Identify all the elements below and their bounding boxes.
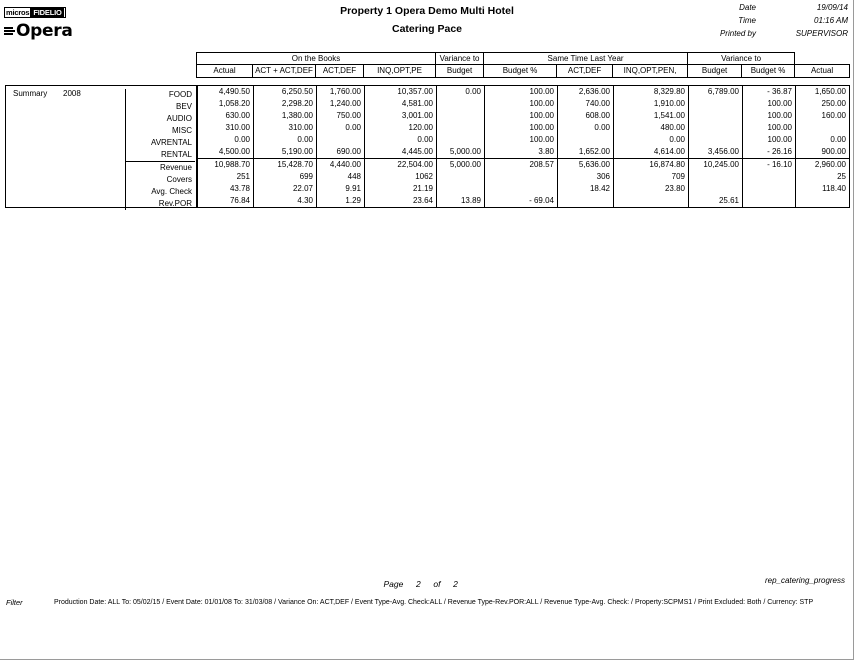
row-label: RENTAL <box>161 150 192 159</box>
property-title: Property 1 Opera Demo Multi Hotel <box>340 5 514 17</box>
meta-row-date <box>698 1 848 14</box>
table-cell: 208.57 <box>485 159 558 172</box>
table-cell <box>689 122 743 134</box>
group-header-on-the-books: On the Books <box>197 53 436 65</box>
table-cell <box>558 134 614 146</box>
table-cell: 0.00 <box>198 134 254 146</box>
table-cell: 100.00 <box>743 122 796 134</box>
meta-value-date: 19/09/14 <box>816 3 848 12</box>
table-cell: 310.00 <box>254 122 317 134</box>
row-label: BEV <box>175 102 192 111</box>
table-cell: 100.00 <box>485 110 558 122</box>
table-cell: 690.00 <box>317 146 365 159</box>
table-cell: 2,960.00 <box>796 159 850 172</box>
table-cell: 3,456.00 <box>689 146 743 159</box>
meta-label-date: Date <box>739 3 756 12</box>
row-label: Avg. Check <box>151 187 192 196</box>
table-cell: 608.00 <box>558 110 614 122</box>
meta-row-time <box>698 14 848 27</box>
report-meta <box>698 1 848 40</box>
table-cell: 1062 <box>365 171 437 183</box>
column-header-actdef-otb: ACT,DEF <box>316 65 364 78</box>
column-header-budget-pct-2: Budget % <box>742 65 795 78</box>
filter-criteria-text: Production Date: ALL To: 05/02/15 / Event Date: 01/01/08 To: 31/03/08 / Variance On: ACT,DEF / Event Type-Avg. Check:ALL / Revenue Type-Rev.POR:ALL / Revenue Type-Avg. Check: / Property:SCPMS1 / Print Excluded: Both / Currency: STP <box>54 599 814 606</box>
table-cell: 1,910.00 <box>614 98 689 110</box>
table-cell: 10,357.00 <box>365 86 437 98</box>
column-header-row <box>6 65 850 78</box>
table-cell: 100.00 <box>485 98 558 110</box>
table-cell <box>437 134 485 146</box>
page-number: 2 <box>416 579 421 589</box>
table-cell <box>437 110 485 122</box>
table-cell: - 26.16 <box>743 146 796 159</box>
table-cell: 5,636.00 <box>558 159 614 172</box>
table-cell <box>689 171 743 183</box>
table-cell: 100.00 <box>485 134 558 146</box>
row-label: AUDIO <box>166 114 192 123</box>
table-cell: 1,058.20 <box>198 98 254 110</box>
report-id: rep_catering_progress <box>764 576 845 585</box>
table-cell: 448 <box>317 171 365 183</box>
table-cell: 0.00 <box>317 122 365 134</box>
table-cell: 1,541.00 <box>614 110 689 122</box>
table-cell: 160.00 <box>796 110 850 122</box>
meta-row-printed-by <box>698 27 848 40</box>
meta-value-time: 01:16 AM <box>814 16 848 25</box>
table-row <box>198 110 850 122</box>
table-cell <box>485 183 558 195</box>
row-label-column <box>125 89 195 210</box>
table-row <box>198 134 850 146</box>
table-cell: 3.80 <box>485 146 558 159</box>
table-row <box>198 86 850 98</box>
table-cell: 5,000.00 <box>437 146 485 159</box>
column-header-actual-var: Actual <box>795 65 850 78</box>
page-total: 2 <box>453 579 458 589</box>
table-cell <box>689 134 743 146</box>
opera-wordmark: Opera <box>16 21 73 41</box>
fidelio-wordmark: FIDELIO <box>30 8 63 17</box>
table-cell <box>796 195 850 207</box>
table-cell: 100.00 <box>743 110 796 122</box>
table-cell: 0.00 <box>365 134 437 146</box>
table-cell: 310.00 <box>198 122 254 134</box>
meta-label-printed-by: Printed by <box>719 29 756 38</box>
table-row <box>198 146 850 159</box>
table-cell: 740.00 <box>558 98 614 110</box>
table-cell: 699 <box>254 171 317 183</box>
table-cell: 4,581.00 <box>365 98 437 110</box>
table-cell: 76.84 <box>198 195 254 207</box>
table-cell: 2,298.20 <box>254 98 317 110</box>
header-spacer-row <box>6 78 850 86</box>
table-cell: 630.00 <box>198 110 254 122</box>
table-cell <box>437 183 485 195</box>
column-header-inq-opt-pen: INQ,OPT,PEN, <box>613 65 688 78</box>
group-header-variance-to-2: Variance to <box>688 53 795 65</box>
table-cell: 3,001.00 <box>365 110 437 122</box>
table-cell: 4,614.00 <box>614 146 689 159</box>
table-cell: 1,652.00 <box>558 146 614 159</box>
table-cell: 4.30 <box>254 195 317 207</box>
table-cell: 100.00 <box>485 86 558 98</box>
table-cell: 6,789.00 <box>689 86 743 98</box>
table-cell: 0.00 <box>437 86 485 98</box>
page-indicator <box>0 579 854 589</box>
meta-value-printed-by: SUPERVISOR <box>795 29 848 38</box>
table-cell: 306 <box>558 171 614 183</box>
table-cell <box>485 171 558 183</box>
table-cell: 1.29 <box>317 195 365 207</box>
table-cell: 709 <box>614 171 689 183</box>
table-cell: 23.80 <box>614 183 689 195</box>
summary-label: Summary <box>13 89 48 98</box>
table-cell: 8,329.80 <box>614 86 689 98</box>
column-header-actdef-stly: ACT,DEF <box>557 65 613 78</box>
table-cell: 10,988.70 <box>198 159 254 172</box>
row-label: MISC <box>172 126 192 135</box>
table-cell: 15,428.70 <box>254 159 317 172</box>
catering-pace-table <box>5 52 850 208</box>
of-word: of <box>433 579 441 589</box>
group-header-variance-to-1: Variance to <box>436 53 484 65</box>
column-header-actual-otb: Actual <box>197 65 253 78</box>
group-header-blank <box>6 53 197 65</box>
table-cell: 25 <box>796 171 850 183</box>
table-cell: 10,245.00 <box>689 159 743 172</box>
table-cell: 250.00 <box>796 98 850 110</box>
table-cell: 100.00 <box>743 98 796 110</box>
report-title: Catering Pace <box>391 23 463 35</box>
table-cell <box>317 134 365 146</box>
table-cell <box>689 183 743 195</box>
table-cell: 0.00 <box>254 134 317 146</box>
row-label: FOOD <box>168 90 192 99</box>
table-cell: - 69.04 <box>485 195 558 207</box>
table-cell: 6,250.50 <box>254 86 317 98</box>
summary-left-cell <box>6 86 197 208</box>
table-cell <box>558 195 614 207</box>
column-header-budget-stly: Budget <box>688 65 742 78</box>
table-cell <box>743 171 796 183</box>
table-cell: 4,500.00 <box>198 146 254 159</box>
table-cell: 16,874.80 <box>614 159 689 172</box>
table-cell <box>796 122 850 134</box>
row-label: Covers <box>166 175 192 184</box>
summary-body-row <box>6 86 850 208</box>
table-row <box>198 159 850 172</box>
table-cell: 100.00 <box>743 134 796 146</box>
values-grid <box>197 86 850 207</box>
table-row <box>198 122 850 134</box>
table-row <box>198 98 850 110</box>
column-header-blank <box>6 65 197 78</box>
table-cell: - 36.87 <box>743 86 796 98</box>
table-cell: 1,240.00 <box>317 98 365 110</box>
summary-year: 2008 <box>63 89 81 98</box>
table-cell: 2,636.00 <box>558 86 614 98</box>
table-cell: 5,190.00 <box>254 146 317 159</box>
table-cell: 9.91 <box>317 183 365 195</box>
table-row <box>198 195 850 207</box>
table-cell: 0.00 <box>796 134 850 146</box>
table-cell: 25.61 <box>689 195 743 207</box>
table-cell: 100.00 <box>485 122 558 134</box>
row-label: AVRENTAL <box>150 138 192 147</box>
table-row <box>198 183 850 195</box>
table-cell: 21.19 <box>365 183 437 195</box>
table-cell: 13.89 <box>437 195 485 207</box>
table-cell: 480.00 <box>614 122 689 134</box>
table-cell: - 16.10 <box>743 159 796 172</box>
column-header-inq-opt-pe: INQ,OPT,PE <box>364 65 436 78</box>
table-cell: 900.00 <box>796 146 850 159</box>
row-label: Revenue <box>126 161 195 174</box>
summary-values-cell <box>197 86 850 208</box>
table-cell: 118.40 <box>796 183 850 195</box>
table-cell: 4,490.50 <box>198 86 254 98</box>
table-cell: 1,380.00 <box>254 110 317 122</box>
micros-wordmark: micros <box>6 8 30 17</box>
table-cell: 22.07 <box>254 183 317 195</box>
group-header-row <box>6 53 850 65</box>
table-cell <box>614 195 689 207</box>
table-cell: 4,445.00 <box>365 146 437 159</box>
table-cell <box>743 183 796 195</box>
column-header-budget-otb: Budget <box>436 65 484 78</box>
column-header-budget-pct-1: Budget % <box>484 65 557 78</box>
table-cell: 5,000.00 <box>437 159 485 172</box>
table-cell: 1,650.00 <box>796 86 850 98</box>
filter-label: Filter <box>6 598 23 607</box>
column-header-act-plus-actdef: ACT + ACT,DEF <box>253 65 316 78</box>
table-cell: 4,440.00 <box>317 159 365 172</box>
table-cell <box>437 98 485 110</box>
table-cell <box>689 110 743 122</box>
group-header-same-time-last-year: Same Time Last Year <box>484 53 688 65</box>
row-label: Rev.POR <box>158 199 192 208</box>
table-cell: 23.64 <box>365 195 437 207</box>
table-cell: 43.78 <box>198 183 254 195</box>
table-cell: 18.42 <box>558 183 614 195</box>
table-row <box>198 171 850 183</box>
page-word: Page <box>383 579 404 589</box>
table-cell: 22,504.00 <box>365 159 437 172</box>
table-cell <box>743 195 796 207</box>
table-cell: 0.00 <box>614 134 689 146</box>
table-cell <box>689 98 743 110</box>
table-cell <box>437 171 485 183</box>
meta-label-time: Time <box>738 16 756 25</box>
table-cell: 120.00 <box>365 122 437 134</box>
table-cell <box>437 122 485 134</box>
table-cell: 251 <box>198 171 254 183</box>
table-cell: 750.00 <box>317 110 365 122</box>
table-cell: 1,760.00 <box>317 86 365 98</box>
table-cell: 0.00 <box>558 122 614 134</box>
